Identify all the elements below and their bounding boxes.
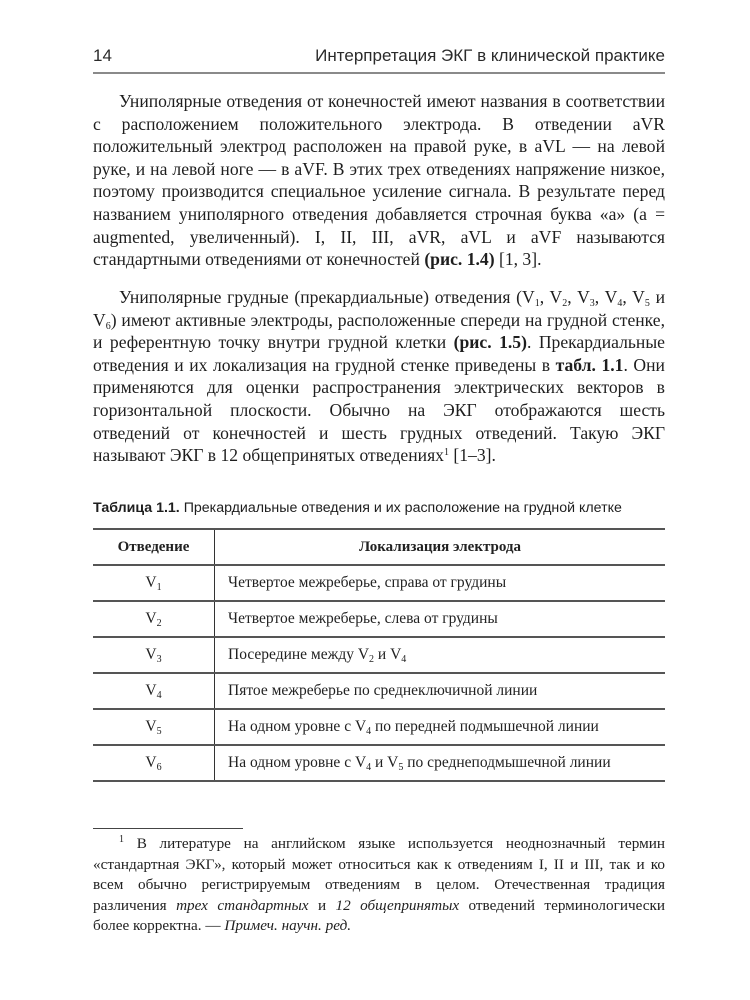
footnote-emphasis: 12 общепринятых bbox=[335, 896, 460, 914]
lead-cell: $V_3$ bbox=[93, 637, 215, 673]
location-cell: На одном уровне с $V_4$ и $V_5$ по среднеподмышечной линии bbox=[215, 745, 666, 781]
table-header-row bbox=[93, 529, 665, 565]
citation: [1, 3]. bbox=[494, 249, 542, 270]
paragraph-text: . Они применяются для оценки распространения электрических векторов в горизонтальной плоскости. Обычно на ЭКГ отображаются шесть отведений от конечностей и шесть грудных отведений. Такую ЭКГ называют ЭКГ в 12 общепринятых отведениях bbox=[93, 354, 665, 466]
table-caption bbox=[93, 500, 665, 516]
paragraph-text: Униполярные отведения от конечностей имеют названия в соответствии с расположением положительного электрода. В отведении aVR положительный электрод расположен на правой руке, в aVL — на левой руке, и на левой ноге — в aVF. В этих трех отведениях напряжение низкое, поэтому производится специальное усиление сигнала. В результате перед названием униполярного отведения добавляется строчная буква «а» (а = augmented, увеличенный). I, II, III, aVR, aVL и aVF называются стандартными отведениями от конечностей bbox=[93, 91, 665, 270]
footnote bbox=[93, 834, 665, 937]
editor-note: Примеч. научн. ред. bbox=[224, 917, 352, 935]
location-cell: Четвертое межреберье, слева от грудины bbox=[215, 601, 666, 637]
location-cell: На одном уровне с $V_4$ по передней подмышечной линии bbox=[215, 709, 666, 745]
citation: [1–3]. bbox=[448, 445, 496, 466]
subscript: 5 bbox=[644, 298, 650, 309]
precordial-leads-table bbox=[93, 528, 665, 782]
footnote-text: и bbox=[308, 896, 336, 914]
table-row bbox=[93, 637, 665, 673]
running-title: Интерпретация ЭКГ в клинической практике bbox=[315, 46, 665, 65]
table-row bbox=[93, 745, 665, 781]
lead-cell: $V_6$ bbox=[93, 745, 215, 781]
paragraph-text: . Прекардиальные отведения и их локализация на грудной стенке приведены в bbox=[93, 332, 665, 375]
paragraph-text: Униполярные грудные (прекардиальные) отведения (V bbox=[119, 287, 535, 307]
paragraph-text: ) имеют активные электроды, расположенные спереди на грудной стенке, и референтную точку внутри грудной клетки bbox=[93, 309, 665, 353]
header-divider bbox=[93, 72, 665, 74]
figure-reference: (рис. 1.5) bbox=[453, 332, 527, 353]
column-header-lead: Отведение bbox=[93, 529, 215, 565]
subscript: 3 bbox=[589, 298, 595, 309]
lead-cell: $V_1$ bbox=[93, 565, 215, 601]
location-cell: Пятое межреберье по среднеключичной линии bbox=[215, 673, 666, 709]
lead-cell: $V_5$ bbox=[93, 709, 215, 745]
subscript: 1 bbox=[534, 298, 540, 309]
figure-reference: (рис. 1.4) bbox=[424, 249, 495, 270]
lead-cell: $V_2$ bbox=[93, 601, 215, 637]
table-row bbox=[93, 601, 665, 637]
table-row bbox=[93, 709, 665, 745]
table-caption-label: Таблица 1.1. bbox=[93, 500, 180, 516]
table-caption-text: Прекардиальные отведения и их расположение на грудной клетке bbox=[179, 500, 622, 516]
running-header bbox=[93, 46, 665, 70]
page-number: 14 bbox=[93, 46, 112, 65]
footnote-emphasis: трех стандартных bbox=[176, 896, 309, 914]
lead-cell: $V_4$ bbox=[93, 673, 215, 709]
footnote-text: В литературе на английском языке используется неоднозначный термин «стандартная ЭКГ», который может относиться как к отведениям I, II и III, так и ко всем обычно регистрируемым отведениям в целом. Отечественная традиция различения bbox=[93, 835, 665, 914]
location-cell: Посередине между $V_2$ и $V_4$ bbox=[215, 637, 666, 673]
table-row bbox=[93, 565, 665, 601]
footnote-marker: 1 bbox=[119, 834, 124, 845]
subscript: 2 bbox=[562, 298, 568, 309]
table-reference: табл. 1.1 bbox=[555, 354, 624, 375]
footnote-divider bbox=[93, 828, 243, 829]
footnote-marker: 1 bbox=[443, 447, 449, 459]
table-row bbox=[93, 673, 665, 709]
footnote-text: отведений терминологически более корректна. — bbox=[93, 896, 665, 935]
paragraph-limb-leads bbox=[93, 90, 665, 271]
subscript: 4 bbox=[617, 298, 623, 309]
subscript: 6 bbox=[105, 320, 111, 332]
location-cell: Четвертое межреберье, справа от грудины bbox=[215, 565, 666, 601]
column-header-location: Локализация электрода bbox=[215, 529, 666, 565]
paragraph-chest-leads: Униполярные грудные (прекардиальные) отведения ($V_1$, $V_2$, $V_3$, $V_4$, $V_5$ и $V_6$) имеют активные электроды, расположенные спереди на грудной стенке, и референтную точку внутри грудной клетки (рис. 1.5). Прекардиальные отведения и их локализация на грудной стенке приведены в табл. 1.1. Они применяются для оценки распространения электрических векторов в горизонтальной плоскости. Обычно на ЭКГ отображаются шесть отведений от конечностей и шесть грудных отведений. Такую ЭКГ называют ЭКГ в 12 общепринятых отведениях$^1$ [1–3]. bbox=[93, 287, 665, 466]
